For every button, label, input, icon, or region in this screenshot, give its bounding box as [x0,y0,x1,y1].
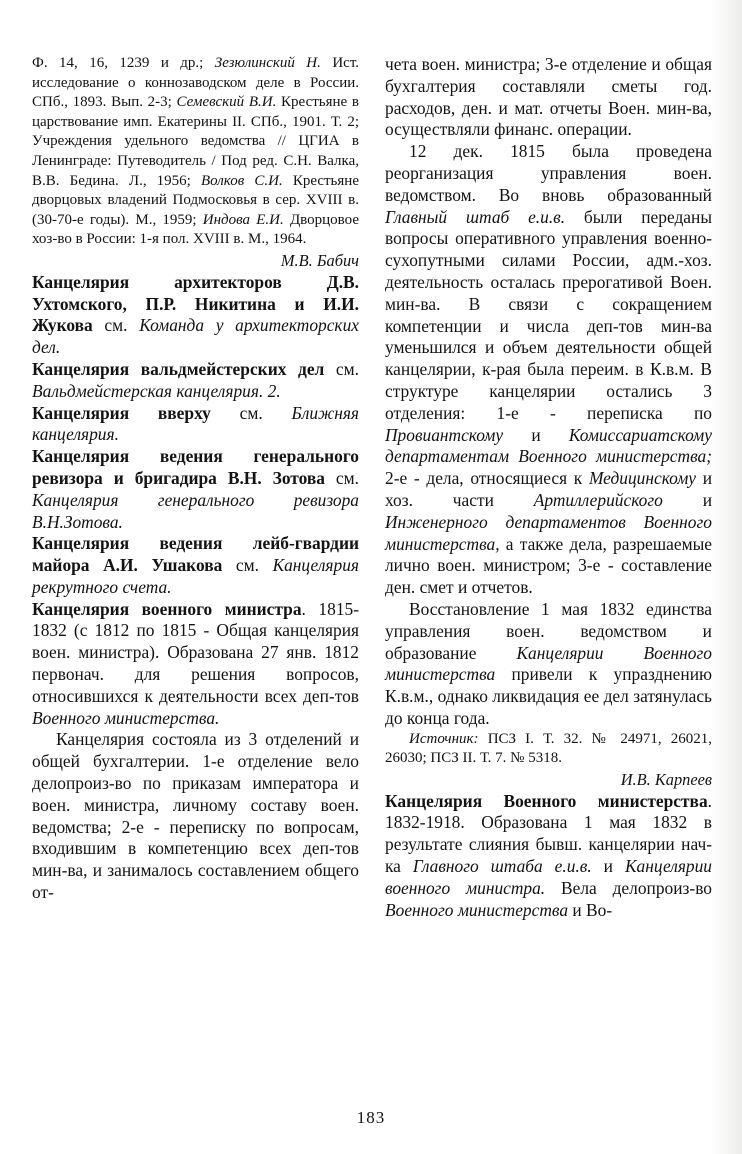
text-segment: Комиссариатскому департаментам Военного министерства; [385,424,712,467]
text-segment: Крестьяне в царствование имп. Екатерины II. СПб., 1901. Т. 2; Учреждения удельного ведомства // ЦГИА в Ленинграде: Путеводитель / Под ред. С.Н. Валка, В.В. Бедина. Л., 1956; [32,94,359,189]
text-segment: привели к упразднению К.в.м., однако ликвидация ее дел затянулась до конца года. [385,664,712,728]
text-segment: Военного министерства [385,899,569,920]
text-segment: ПСЗ I. Т. 32. № 24971, 26021, 26030; ПСЗ II. Т. 7. № 5318. [385,730,712,767]
paragraph-continuation-otcheta [385,54,712,141]
paragraph-reorganizatsiya-1815 [385,141,712,599]
text-segment: Провиантскому [385,424,504,445]
entry-kantselyariya-arkhitektorov [32,272,359,359]
text-segment: Крестьяне дворцовых владений Подмосковья в сер. XVIII в. (30-70-е годы). М., 1959; [32,172,359,228]
text-segment: Индова Е.И. [202,211,284,228]
text-segment: Волков С.И. [200,172,283,189]
page-number: 183 [356,1108,386,1127]
author-signature-babich [32,250,359,272]
entry-kantselyariya-vedeniya-generalnogo-revizora [32,446,359,533]
text-segment: Вела делопроиз-во [545,877,712,898]
text-segment: Канцелярии Военного министерства [385,642,712,685]
text-segment: и [503,424,569,445]
text-segment: Семевский В.И. [176,94,277,111]
text-segment: . 1832-1918. Образована 1 мая 1832 в результате слияния бывш. канцелярии нач-ка [385,790,712,877]
text-segment: Канцелярия вальдмейстерских дел [32,358,325,379]
paragraph-vosstanovlenie-1832 [385,599,712,730]
text-segment: Канцелярия Военного министерства [385,790,708,811]
entry-kantselyariya-vverkhu [32,403,359,447]
left-column [32,54,359,921]
text-segment: Канцелярия состояла из 3 отделений и общей бухгалтерии. 1-е отделение вело делопроиз-во по приказам императора и воен. министра, личному составу воен. ведомства; 2-е - переписку по вопросам, входившим в компетенцию всех деп-тов мин-ва, и занималось составлением общего от- [32,729,359,903]
text-segment: Артиллерийского [533,489,663,510]
text-segment: Источник: [409,730,479,747]
text-segment: Дворцовое хоз-во в России: 1-я пол. XVIII в. М., 1964. [32,211,359,248]
text-segment: Команда у архитекторских дел. [32,315,359,358]
entry-kantselyariya-voennogo-ministra [32,599,359,730]
text-segment: и хоз. части [385,468,712,510]
text-segment: Канцелярии военного министра. [385,856,712,898]
text-segment: чета воен. министра; 3-е отделение и общая бухгалтерия составляли сметы год. расходов, ден. и мат. отчеты Воен. мин-ва, осуществляли финанс. операции. [385,54,712,140]
text-segment: и Во- [568,899,613,920]
text-segment: и [662,489,713,510]
text-segment: см. [210,402,292,423]
text-segment: Медицинскому [588,468,697,489]
text-segment: . 1815-1832 (с 1812 по 1815 - Общая канцелярия воен. министра). Образована 27 янв. 1812 первонач. для решения вопросов, относившихся к деятельности всех деп-тов [32,598,359,706]
text-segment: Канцелярия рекрутного счета. [32,555,359,597]
text-segment: см. [92,315,140,336]
text-segment: Канцелярия военного министра [32,598,302,619]
text-segment: М.В. Бабич [280,250,359,270]
text-segment: Вальдмейстерская канцелярия. 2. [32,380,281,401]
source-reference [385,730,712,769]
text-segment: Главный штаб е.и.в. [385,206,566,227]
entry-kantselyariya-valdmeysterskikh-del [32,359,359,403]
text-segment: 12 дек. 1815 была проведена реорганизация управления воен. ведомством. Во вновь образованный [385,141,712,205]
paragraph-struktura-kantselyarii [32,729,359,903]
text-segment: Канцелярия генерального ревизора В.Н.Зотова. [32,489,359,532]
text-segment: Главного штаба е.и.в. [412,856,592,877]
text-segment: Канцелярия вверху [32,402,211,423]
text-segment: Канцелярия ведения лейб-гвардии майора А.И. Ушакова [32,533,359,576]
text-segment: Ф. 14, 16, 1239 и др.; [32,55,215,71]
text-segment: Канцелярия ведения генерального ревизора и бригадира В.Н. Зотова [32,446,359,488]
author-signature-karpeev [385,769,712,791]
text-segment: Канцелярия архитекторов Д.В. Ухтомского, П.Р. Никитина и И.И. Жукова [32,271,359,336]
text-segment: И.В. Карпеев [620,769,712,789]
text-segment: см. [324,358,360,379]
text-segment: Ист. исследование о коннозаводском деле в России. СПб., 1893. Вып. 2-3; [32,55,360,111]
entry-kantselyariya-voennogo-ministerstva [385,791,712,922]
text-segment: Инженерного департаментов Военного министерства, [385,511,712,554]
text-segment: 2-е - дела, относящиеся к [385,468,589,489]
text-segment: см. [324,467,359,488]
text-segment: Военного министерства. [32,707,220,728]
text-segment: Восстановление 1 мая 1832 единства управления воен. ведомством и образование [385,598,712,663]
text-segment: Ближняя канцелярия. [32,402,359,445]
text-segment: Зезюлинский Н. [214,55,321,71]
right-column [385,54,712,921]
bibliography-continuation [32,54,359,250]
text-segment: были переданы вопросы оперативного управления военно-сухопутными силами России, адм.-хоз. деятельность осталась прерогативой Воен. мин-ва. В связи с сокращением компетенции и числа деп-тов мин-ва уменьшился и объем деятельности общей канцелярии, к-рая была переим. в К.в.м. В структуре канцелярии остались 3 отделения: 1-е - переписка по [385,206,713,423]
text-segment: а также дела, разрешаемые лично воен. министром; 3-е - составление ден. смет и отчетов. [385,533,712,598]
entry-kantselyariya-vedeniya-leyb-gvardii [32,533,359,598]
two-column-layout [32,54,712,921]
text-segment: и [591,856,625,877]
text-segment: см. [222,555,273,576]
